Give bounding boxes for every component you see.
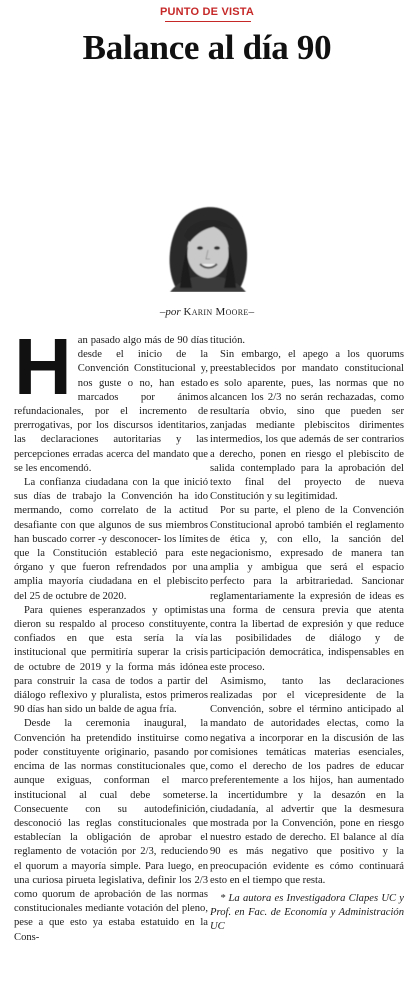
byline-prefix: –por [159,306,184,318]
paragraph: titución. [210,335,246,346]
paragraph: Para quienes esperanzados y optimistas dieron su respaldo al proceso constituyente, confiados en que esta sería la vía institucional que permitiría superar la crisis de octubre de 2019 y la forma más idónea para construir la casa de todos a partir del diálogo reflexivo y pluralista, estos primeros 90 días han sido un balde de agua fría. [14,604,208,716]
article-column-right [210,334,404,935]
drop-cap: H [14,322,72,411]
byline [0,306,414,318]
section-label: PUNTO DE VISTA [159,6,255,18]
article-title: Balance al día 90 [82,28,332,67]
paragraph: La confianza ciudadana con la que inició sus días de trabajo la Convención ha ido mermando, como correlato de la actitud desafiante con que algunos de sus miembros han buscado correr -y desconocer- los límites que la Constitución estableció para este órgano y que fueron refrendados por una amplia mayoría ciudadana en el plebiscito del 25 de octubre de 2020. [14,477,208,602]
paragraph: Desde la ceremonia inaugural, la Convención ha pretendido instituirse como poder constituyente originario, pasando por encima de las normas constitucionales que, aunque exiguas, conforman el marco institucional al cual debe someterse. Consecuente con su autodefinición, desconoció las reglas constitucionales que establecían la obligación de aprobar el reglamento de votación por 2/3, reduciendo el quorum a mayoría simple. Para luego, en una curiosa pirueta legislativa, definir los 2/3 como quorum de aprobación de las normas constitucionales mediante votación del pleno, pese a que esto ya estaba estatuido en la Cons- [14,718,208,943]
article-column-left [14,322,208,945]
byline-suffix: – [248,306,255,318]
author-name: Karin Moore [183,306,249,318]
paragraph [14,322,208,476]
paragraph: Por su parte, el pleno de la Convención Constitucional aprobó también el reglamento de ética y, con ello, la sanción del negacionismo, expresado de manera tan amplia y ambigua que será el espacio perfecto para la arbitrariedad. Sancionar reglamentariamente la expresión de ideas es una forma de censura previa que atenta contra la libertad de expresión y que reduce las posibilidades de diálogo y de participación democrática, indispensables en este proceso. [210,505,404,673]
author-footnote: * La autora es Investigadora Clapes UC y Prof. en Fac. de Economía y Administración UC [210,892,404,933]
paragraph: Sin embargo, el apego a los quorums preestablecidos por mandato constitucional es solo aparente, pues, las normas que no alcancen los 2/3 no serán rechazadas, como resultaría obvio, sino que pueden ser zanjadas mediante plebiscitos dirimentes intermedios, los que además de ser contrarios a derecho, ponen en riesgo el plebiscito de salida contemplado para la aprobación del texto final del proyecto de nueva Constitución y su legitimidad. [210,349,404,503]
paragraph-text: an pasado algo más de 90 días desde el inicio de la Convención Constitucional y, nos guste o no, han estado marcados por ánimos refundacionales, por el incremento de prerrogativas, por los discursos identitarios, las declaraciones autoritarias y las percepciones erradas acerca del mandato que se les encomendó. [14,335,208,474]
paragraph: Asimismo, tanto las declaraciones realizadas por el vicepresidente de la Convención, sobre el término anticipado al mandato de autoridades electas, como la negativa a incorporar en la discusión de las comisiones temáticas materias esenciales, como el derecho de los padres de educar preferentemente a los hijos, han aumentado la incertidumbre y la desazón en la ciudadanía, al advertir que la desmesura mostrada por la Convención, pone en riesgo nuestro estado de derecho. El balance al día 90 es más negativo que positivo y la preocupación evidente es cómo continuará esto en el tiempo que resta. [210,675,404,886]
author-portrait [160,200,255,292]
section-rule [165,21,251,22]
